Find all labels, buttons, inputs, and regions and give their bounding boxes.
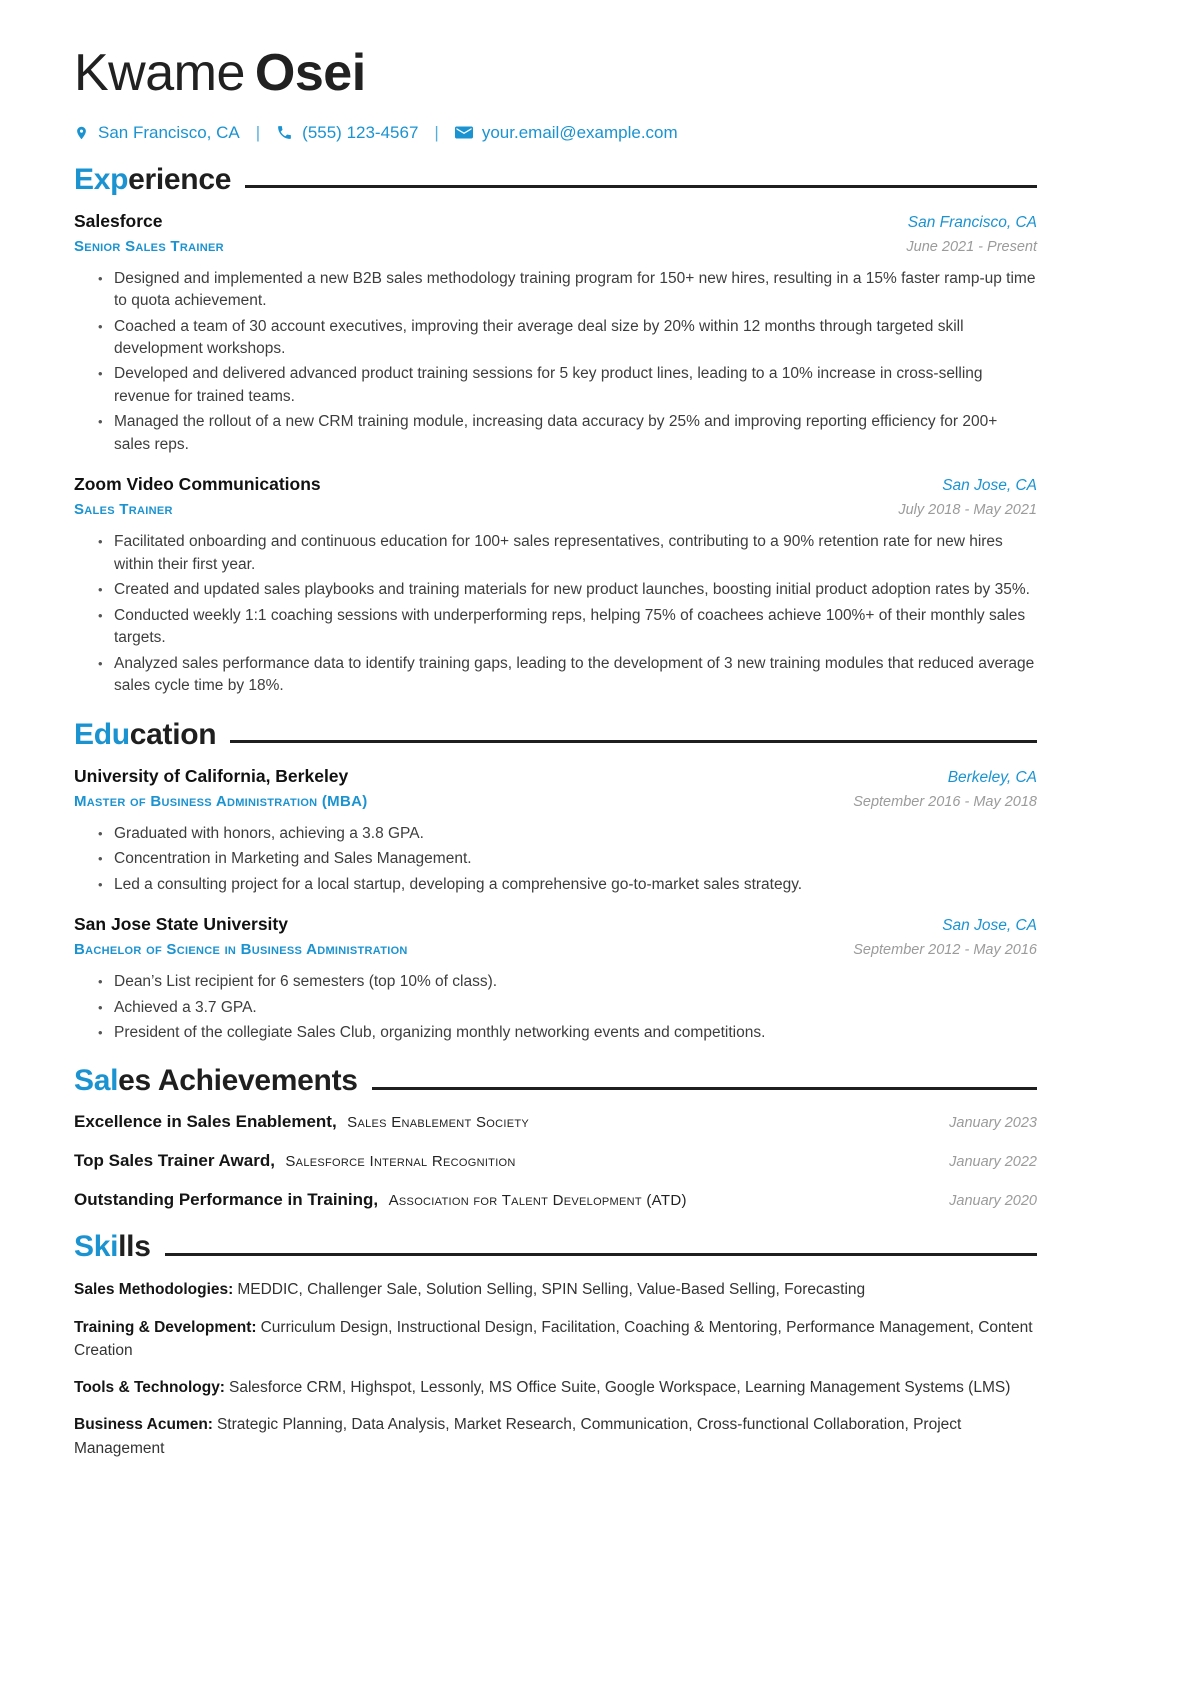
bullet-item: • Led a consulting project for a local startup, developing a comprehensive go-to-market sales strategy. xyxy=(98,874,1037,896)
skill-line xyxy=(74,1278,1037,1301)
achievement-text xyxy=(74,1190,687,1210)
job-dates: June 2021 - Present xyxy=(906,238,1037,255)
experience-title xyxy=(74,163,1037,197)
section-rule xyxy=(372,1087,1037,1090)
job-role: Sales Trainer xyxy=(74,501,173,519)
contact-row xyxy=(74,123,1037,143)
achievement-row xyxy=(74,1151,1037,1171)
company-name: Salesforce xyxy=(74,210,163,231)
contact-divider: | xyxy=(434,122,439,142)
bullet-item: • Analyzed sales performance data to identify training gaps, leading to the development of 3 new training modules that reduced average sales cycle time by 18%. xyxy=(98,653,1037,698)
skill-values: MEDDIC, Challenger Sale, Solution Selling, SPIN Selling, Value-Based Selling, Forecasting xyxy=(237,1281,866,1299)
achievement-org: Salesforce Internal Recognition xyxy=(285,1153,516,1171)
school-bullets xyxy=(98,823,1037,896)
school-subheader-row xyxy=(74,793,1037,810)
school-name: University of California, Berkeley xyxy=(74,765,349,786)
title-accent: Edu xyxy=(74,717,130,751)
job-entry xyxy=(74,211,1037,457)
job-entry xyxy=(74,474,1037,697)
bullet-item: • Achieved a 3.7 GPA. xyxy=(98,997,1037,1019)
skill-line xyxy=(74,1316,1037,1363)
degree: Master of Business Administration (MBA) xyxy=(74,792,368,810)
job-location: San Francisco, CA xyxy=(907,213,1037,231)
achievement-text xyxy=(74,1112,529,1132)
achievement-org: Sales Enablement Society xyxy=(347,1114,530,1132)
skill-category: Tools & Technology: xyxy=(74,1379,225,1397)
skill-category: Training & Development: xyxy=(74,1318,257,1336)
skill-category: Business Acumen: xyxy=(74,1416,213,1434)
location-text: San Francisco, CA xyxy=(98,122,240,142)
achievement-title: Excellence in Sales Enablement, xyxy=(74,1112,337,1132)
title-rest: cation xyxy=(129,717,217,751)
skills-title xyxy=(74,1230,1037,1264)
job-dates: July 2018 - May 2021 xyxy=(898,502,1037,519)
school-subheader-row xyxy=(74,941,1037,958)
job-subheader-row xyxy=(74,238,1037,255)
email-text[interactable]: your.email@example.com xyxy=(481,122,678,142)
bullet-item: • Created and updated sales playbooks and training materials for new product launches, boosting initial product adoption rates by 35%. xyxy=(98,579,1037,601)
achievement-row xyxy=(74,1112,1037,1132)
bullet-item: • Coached a team of 30 account executives, improving their average deal size by 20% within 12 months through targeted skill development workshops. xyxy=(98,316,1037,361)
job-subheader-row xyxy=(74,501,1037,518)
section-education xyxy=(74,718,1037,1045)
title-accent: Exp xyxy=(74,162,129,196)
candidate-name xyxy=(74,46,1037,101)
skill-values: Curriculum Design, Instructional Design, Facilitation, Coaching & Mentoring, Performance Management, Content Creation xyxy=(74,1318,1033,1359)
school-entry xyxy=(74,914,1037,1044)
achievement-date: January 2020 xyxy=(949,1193,1037,1210)
title-accent: Ski xyxy=(74,1230,119,1264)
school-location: Berkeley, CA xyxy=(947,768,1037,786)
achievement-text xyxy=(74,1151,516,1171)
job-role: Senior Sales Trainer xyxy=(74,237,224,255)
achievement-row xyxy=(74,1190,1037,1210)
location-item xyxy=(74,123,240,143)
bullet-item: • Facilitated onboarding and continuous education for 100+ sales representatives, contributing to a 90% retention rate for new hires within their first year. xyxy=(98,531,1037,576)
phone-text: (555) 123-4567 xyxy=(302,122,419,142)
school-dates: September 2016 - May 2018 xyxy=(853,793,1037,810)
phone-icon xyxy=(276,124,293,141)
email-icon xyxy=(455,125,473,140)
bullet-item: • Designed and implemented a new B2B sales methodology training program for 150+ new hires, resulting in a 15% faster ramp-up time to quota achievement. xyxy=(98,268,1037,313)
title-rest: lls xyxy=(118,1230,151,1264)
location-pin-icon xyxy=(74,124,89,142)
section-skills xyxy=(74,1230,1037,1460)
education-title xyxy=(74,718,1037,752)
skill-values: Salesforce CRM, Highspot, Lessonly, MS Office Suite, Google Workspace, Learning Management Systems (LMS) xyxy=(228,1379,1011,1397)
achievement-org: Association for Talent Development (ATD) xyxy=(388,1192,687,1210)
job-header-row xyxy=(74,211,1037,232)
section-rule xyxy=(230,740,1037,743)
school-bullets xyxy=(98,971,1037,1044)
achievement-date: January 2022 xyxy=(949,1154,1037,1171)
phone-item xyxy=(276,123,418,143)
achievement-date: January 2023 xyxy=(949,1115,1037,1132)
bullet-item: • President of the collegiate Sales Club, organizing monthly networking events and competitions. xyxy=(98,1022,1037,1044)
school-entry xyxy=(74,766,1037,896)
first-name: Kwame xyxy=(74,44,245,102)
bullet-item: • Conducted weekly 1:1 coaching sessions with underperforming reps, helping 75% of coachees achieve 100%+ of their monthly sales targets. xyxy=(98,605,1037,650)
skill-line xyxy=(74,1376,1037,1399)
section-rule xyxy=(165,1253,1037,1256)
school-name: San Jose State University xyxy=(74,914,288,935)
achievement-title: Outstanding Performance in Training, xyxy=(74,1190,379,1210)
section-experience xyxy=(74,163,1037,698)
school-header-row xyxy=(74,914,1037,935)
achievement-title: Top Sales Trainer Award, xyxy=(74,1151,275,1171)
title-accent: Sal xyxy=(74,1064,119,1098)
school-location: San Jose, CA xyxy=(942,917,1037,935)
header xyxy=(74,46,1037,143)
job-bullets xyxy=(98,268,1037,457)
bullet-item: • Concentration in Marketing and Sales Management. xyxy=(98,848,1037,870)
last-name: Osei xyxy=(254,44,366,102)
job-bullets xyxy=(98,531,1037,697)
job-location: San Jose, CA xyxy=(942,477,1037,495)
achievements-title xyxy=(74,1064,1037,1098)
school-header-row xyxy=(74,766,1037,787)
section-rule xyxy=(245,185,1037,188)
bullet-item: • Graduated with honors, achieving a 3.8 GPA. xyxy=(98,823,1037,845)
skill-values: Strategic Planning, Data Analysis, Market Research, Communication, Cross-functional Collaboration, Project Management xyxy=(74,1416,962,1457)
bullet-item: • Managed the rollout of a new CRM training module, increasing data accuracy by 25% and improving reporting efficiency for 200+ sales reps. xyxy=(98,411,1037,456)
title-rest: es Achievements xyxy=(118,1064,358,1098)
contact-divider: | xyxy=(255,122,261,142)
company-name: Zoom Video Communications xyxy=(74,474,321,495)
skill-category: Sales Methodologies: xyxy=(74,1281,234,1299)
title-rest: erience xyxy=(128,162,232,196)
email-item[interactable] xyxy=(455,123,678,143)
bullet-item: • Dean’s List recipient for 6 semesters (top 10% of class). xyxy=(98,971,1037,993)
section-achievements xyxy=(74,1064,1037,1210)
skill-line xyxy=(74,1413,1037,1460)
job-header-row xyxy=(74,474,1037,495)
degree: Bachelor of Science in Business Administration xyxy=(74,941,408,959)
bullet-item: • Developed and delivered advanced product training sessions for 5 key product lines, leading to a 10% increase in cross-selling revenue for trained teams. xyxy=(98,363,1037,408)
school-dates: September 2012 - May 2016 xyxy=(853,942,1037,959)
